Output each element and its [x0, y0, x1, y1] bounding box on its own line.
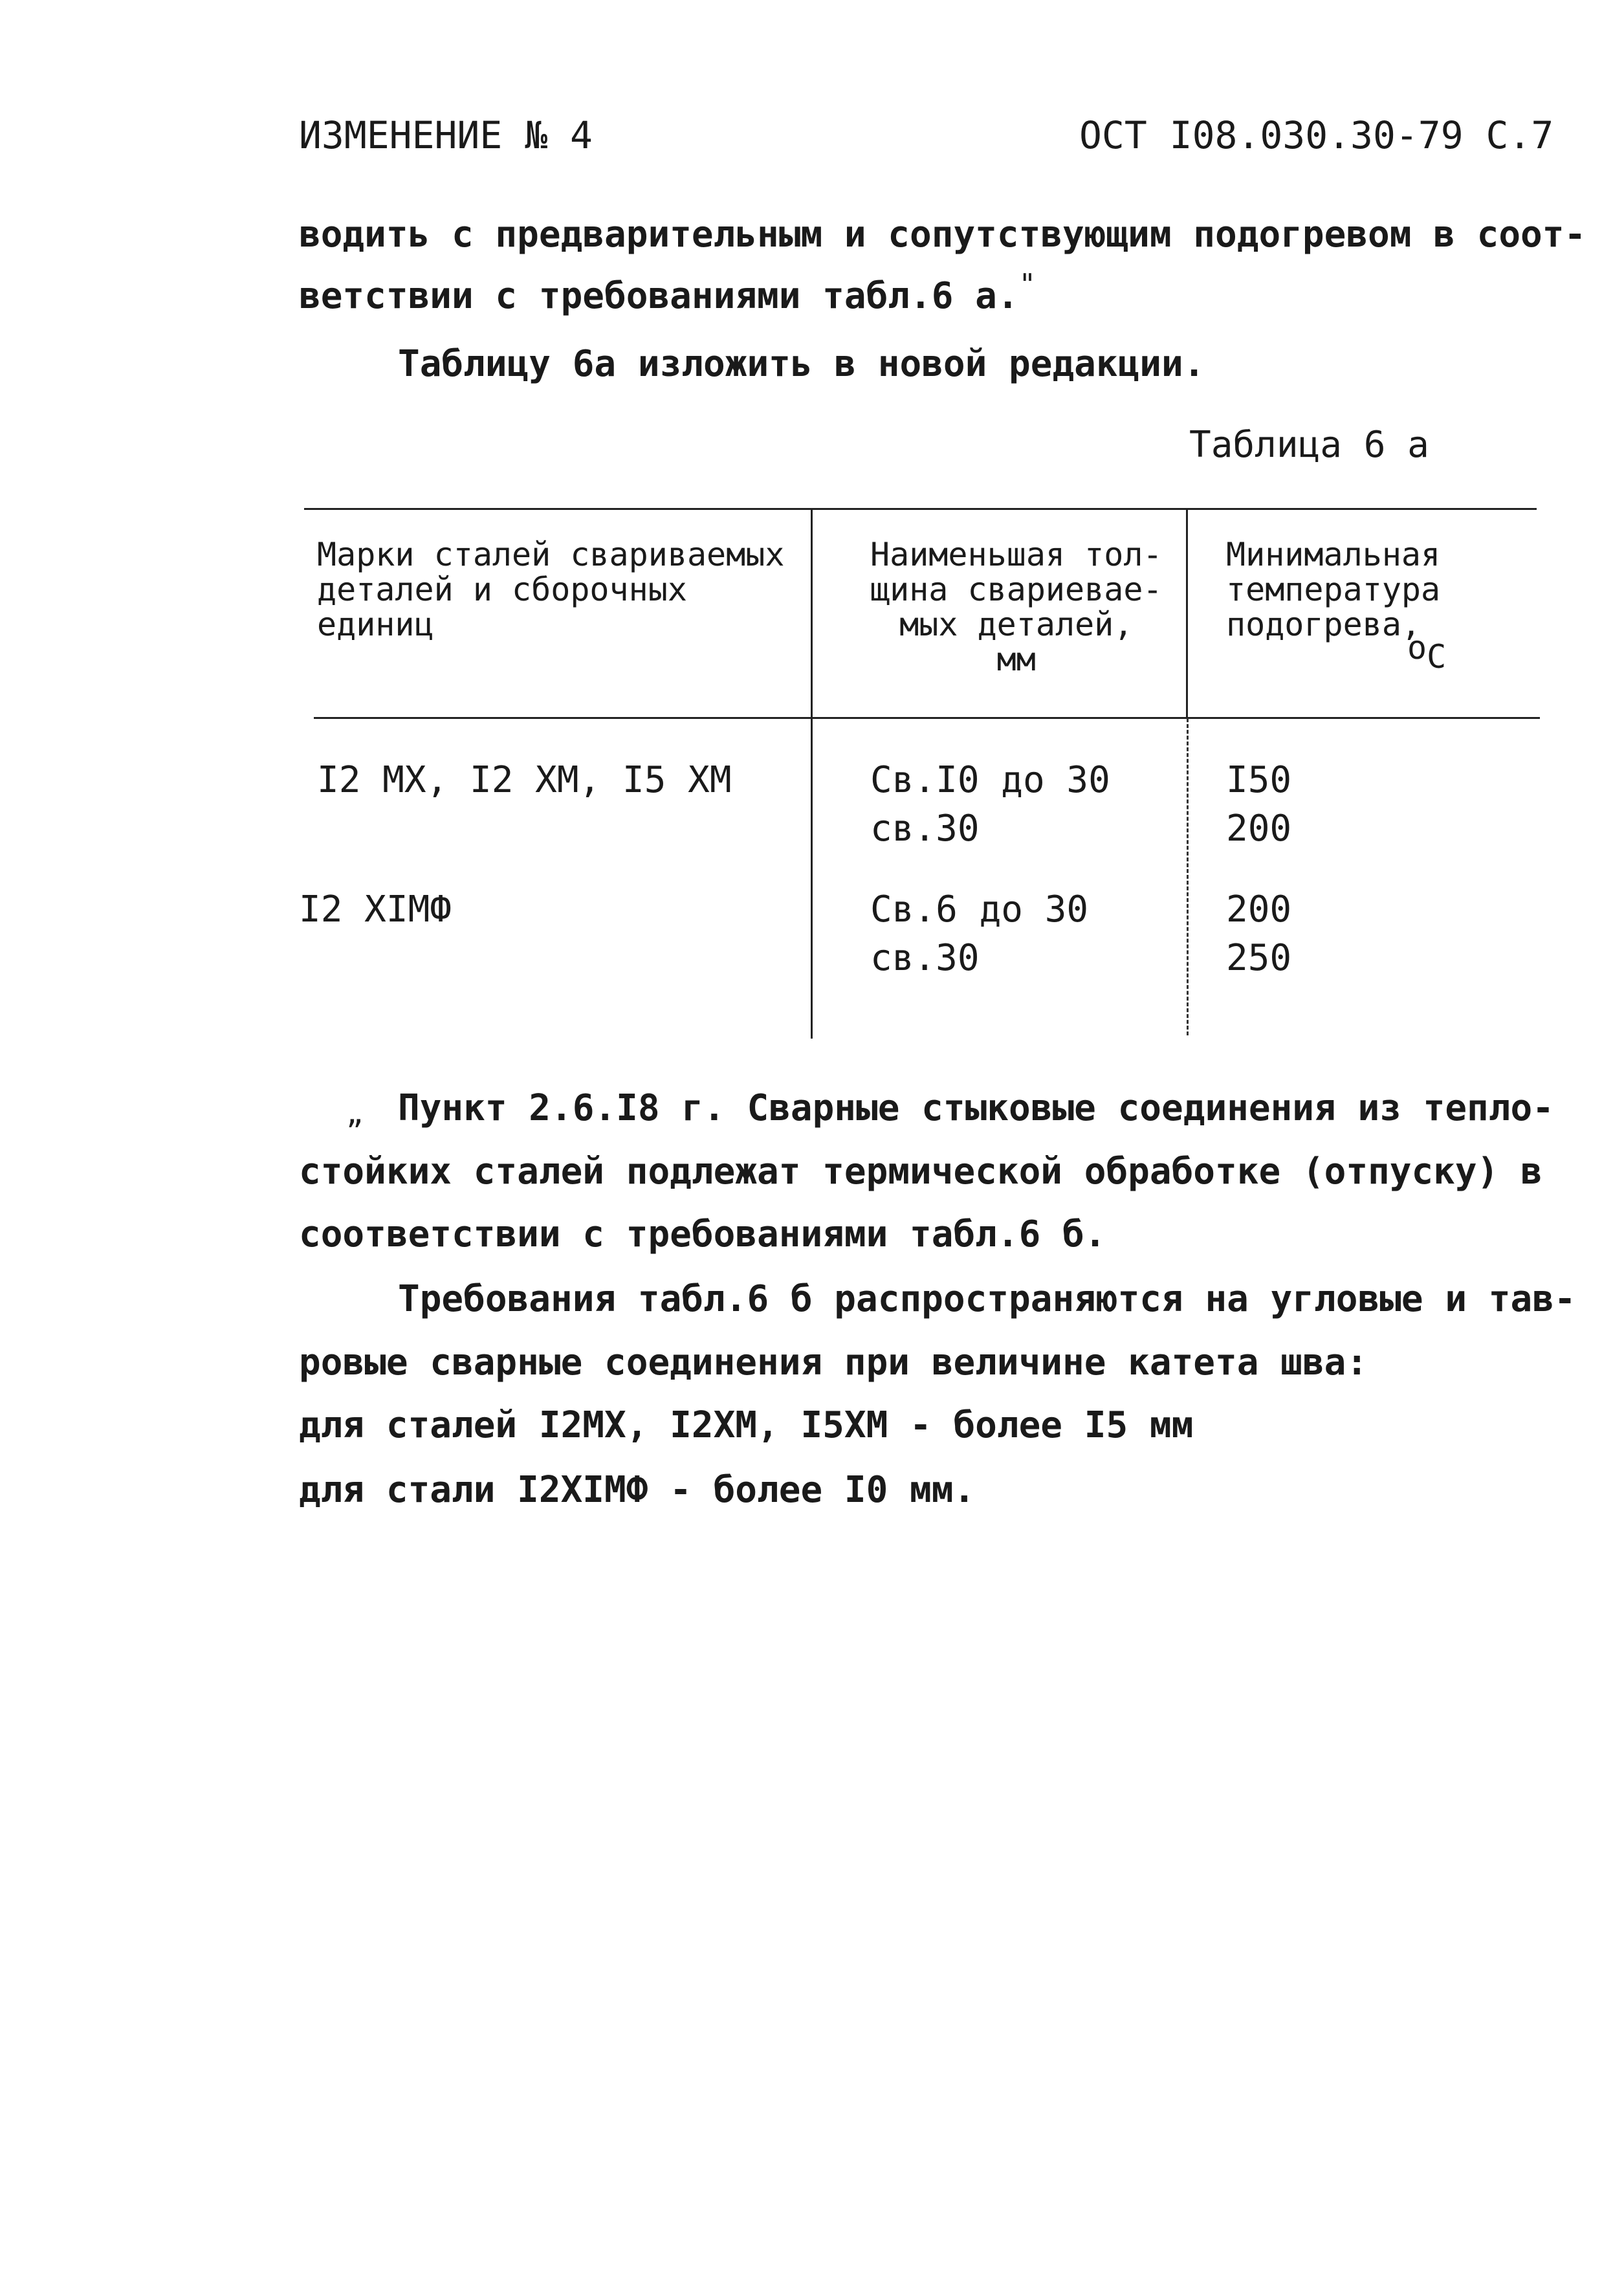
degree-superscript: o: [1407, 629, 1427, 667]
row-1-temp-2: 200: [1226, 808, 1292, 850]
row-2-temp-1: 200: [1226, 888, 1292, 931]
body-p2-line-3: для сталей I2МХ, I2ХМ, I5ХМ - более I5 мм: [299, 1404, 1194, 1446]
intro-line-3: Таблицу 6а изложить в новой редакции.: [398, 343, 1205, 385]
header-steel-grades: Марки сталей свариваемых деталей и сборочных единиц: [317, 536, 785, 643]
row-2-thickness-2: св.30: [870, 937, 980, 979]
table-column-divider-2-dashed: [1187, 718, 1189, 1035]
amendment-label: ИЗМЕНЕНИЕ № 4: [299, 113, 593, 157]
celsius-letter: С: [1427, 638, 1447, 676]
table-caption: Таблица 6 а: [1189, 424, 1429, 466]
row-2-thickness-1: Св.6 до 30: [870, 888, 1089, 931]
row-1-steel-grade: I2 МХ, I2 ХМ, I5 ХМ: [317, 759, 732, 801]
row-1-thickness-1: Св.I0 до 30: [870, 759, 1110, 801]
row-2-steel-grade: I2 ХIМФ: [299, 888, 452, 931]
body-p2-line-1: Требования табл.6 б распространяются на угловые и тав-: [398, 1278, 1576, 1320]
header-min-temperature: Минимальная температура подогрева,: [1226, 536, 1441, 643]
intro-line-2: [299, 268, 1037, 317]
table-header-rule: [314, 717, 1540, 719]
body-p2-line-2: ровые сварные соединения при величине катета шва:: [299, 1341, 1368, 1384]
table-column-divider-1: [811, 508, 813, 1039]
row-1-temp-1: I50: [1226, 759, 1292, 801]
intro-line-2-text: ветствии с требованиями табл.6 а.: [299, 275, 1019, 317]
table-column-divider-2: [1186, 508, 1188, 717]
body-p2-line-4: для стали I2ХIМФ - более I0 мм.: [299, 1469, 976, 1511]
header-temperature-unit: [1407, 629, 1447, 676]
row-2-temp-2: 250: [1226, 937, 1292, 979]
opening-quote-mark: „: [346, 1097, 364, 1130]
intro-line-1: водить с предварительным и сопутствующим подогревом в соот-: [299, 214, 1586, 256]
row-1-thickness-2: св.30: [870, 808, 980, 850]
body-p1-line-2: стойких сталей подлежат термической обработке (отпуску) в: [299, 1151, 1542, 1193]
body-p1-line-1: Пункт 2.6.I8 г. Сварные стыковые соединения из тепло-: [398, 1087, 1554, 1129]
standard-number: ОСТ I08.030.30-79 С.7: [1079, 113, 1554, 157]
table-top-rule: [304, 508, 1537, 510]
header-min-thickness: Наименьшая тол- щина свариевае- мых деталей, мм: [870, 536, 1163, 678]
closing-quote-mark: ": [1018, 268, 1037, 301]
body-p1-line-3: соответствии с требованиями табл.6 б.: [299, 1213, 1106, 1255]
